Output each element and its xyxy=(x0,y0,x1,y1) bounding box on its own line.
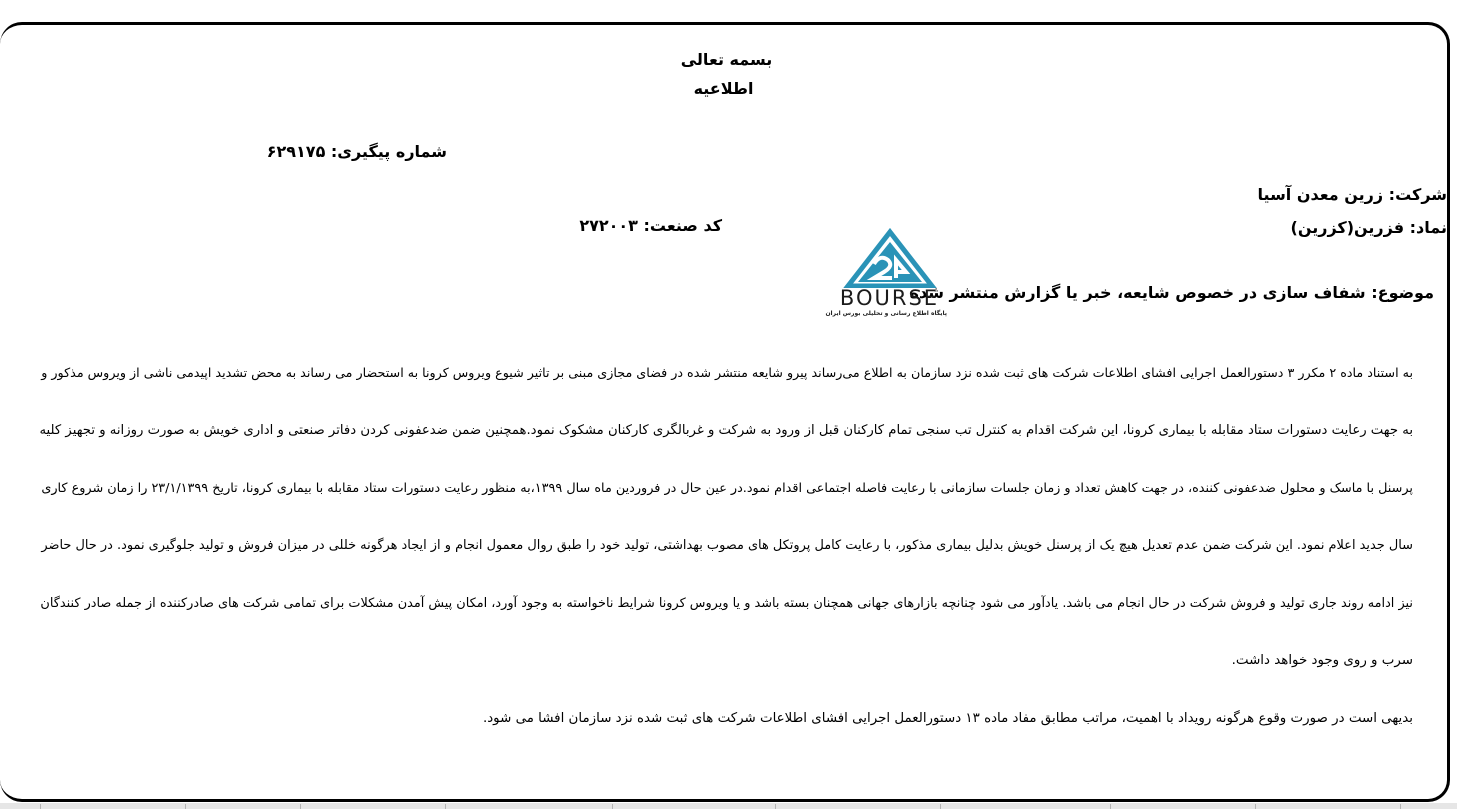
subject-value: شفاف سازی در خصوص شایعه، خبر یا گزارش منتشر شده xyxy=(909,283,1366,302)
tracking-number-label: شماره پیگیری: xyxy=(330,142,447,161)
doc-heading-basmala: بسمه تعالی xyxy=(680,50,773,69)
company-name xyxy=(1258,185,1447,204)
company-value: زرین معدن آسیا xyxy=(1257,185,1384,204)
body-line-2: به جهت رعایت دستورات ستاد مقابله با بیماری کرونا، این شرکت اقدام به کنترل تب سنجی تمام کارکنان قبل از ورود به شرکت و غربالگری کارکنان مشکوک نمود.همچنین ضمن ضدعفونی کردن دفاتر صنعتی و اداری خویش به صورت روزانه و تجهیز کلیه xyxy=(39,423,1413,438)
body-line-6: سرب و روی وجود خواهد داشت. xyxy=(1231,653,1413,668)
tracking-number xyxy=(267,142,447,161)
body-line-5: نیز ادامه روند جاری تولید و فروش شرکت در حال انجام می باشد. یادآور می شود چنانچه بازارهای جهانی همچنان بسته باشد و یا ویروس کرونا شرایط ناخواسته به وجود آورد، امکان پیش آمدن مشکلات برای تمامی شرکت های صادرکننده از جمله صادر کنندگان xyxy=(40,596,1413,611)
bourse-tagline: پایگاه اطلاع رسانی و تحلیلی بورس ایران xyxy=(825,310,947,317)
body-line-1: به استناد ماده ۲ مکرر ۳ دستورالعمل اجرایی افشای اطلاعات شرکت های ثبت شده نزد سازمان به اطلاع می‌رساند پیرو شایعه منتشر شده در فضای مجازی مبنی بر تاثیر شیوع ویروس کرونا به استحضار می رساند به محض تشدید اپیدمی ناشی از ویروس مذکور و xyxy=(41,365,1413,380)
industry-value: ۲۷۲۰۰۳ xyxy=(579,216,638,235)
industry-code xyxy=(579,216,722,235)
body-line-3: پرسنل با ماسک و محلول ضدعفونی کننده، در جهت کاهش تعداد و زمان جلسات سازمانی با رعایت فاصله اجتماعی اقدام نمود.در عین حال در فروردین ماه سال ۱۳۹۹،به منظور رعایت دستورات ستاد مقابله با بیماری کرونا، تاریخ ۲۳/۱/۱۳۹۹ را زمان شروع کاری xyxy=(41,481,1413,496)
tracking-number-value: ۶۲۹۱۷۵ xyxy=(266,142,326,161)
body-line-4: سال جدید اعلام نمود. این شرکت ضمن عدم تعدیل هیچ یک از پرسنل خویش بدلیل بیماری مذکور، با رعایت کامل پروتکل های مصوب بهداشتی، تولید خود را طبق روال معمول انجام و از ایجاد هرگونه خللی در میزان فروش و تولید جلوگیری نمود. در حال حاضر xyxy=(41,538,1413,553)
bottom-scroll-strip xyxy=(0,803,1457,809)
ticker-symbol xyxy=(1291,218,1447,237)
subject xyxy=(910,283,1434,302)
industry-label: کد صنعت: xyxy=(643,216,722,235)
doc-heading-announcement: اطلاعیه xyxy=(693,79,754,98)
company-label: شرکت: xyxy=(1388,185,1447,204)
document-frame xyxy=(0,22,1450,802)
subject-label: موضوع: xyxy=(1371,283,1434,302)
bourse-triangle-icon xyxy=(832,216,947,288)
bourse-logo xyxy=(825,216,947,321)
bourse-wordmark: BOURSE xyxy=(839,286,940,310)
symbol-label: نماد: xyxy=(1409,218,1447,237)
symbol-value: فزرین(کزرین) xyxy=(1290,218,1405,237)
body-line-7: بدیهی است در صورت وقوع هرگونه رویداد با اهمیت، مراتب مطابق مفاد ماده ۱۳ دستورالعمل اجرایی افشای اطلاعات شرکت های ثبت شده نزد سازمان افشا می شود. xyxy=(482,711,1413,726)
